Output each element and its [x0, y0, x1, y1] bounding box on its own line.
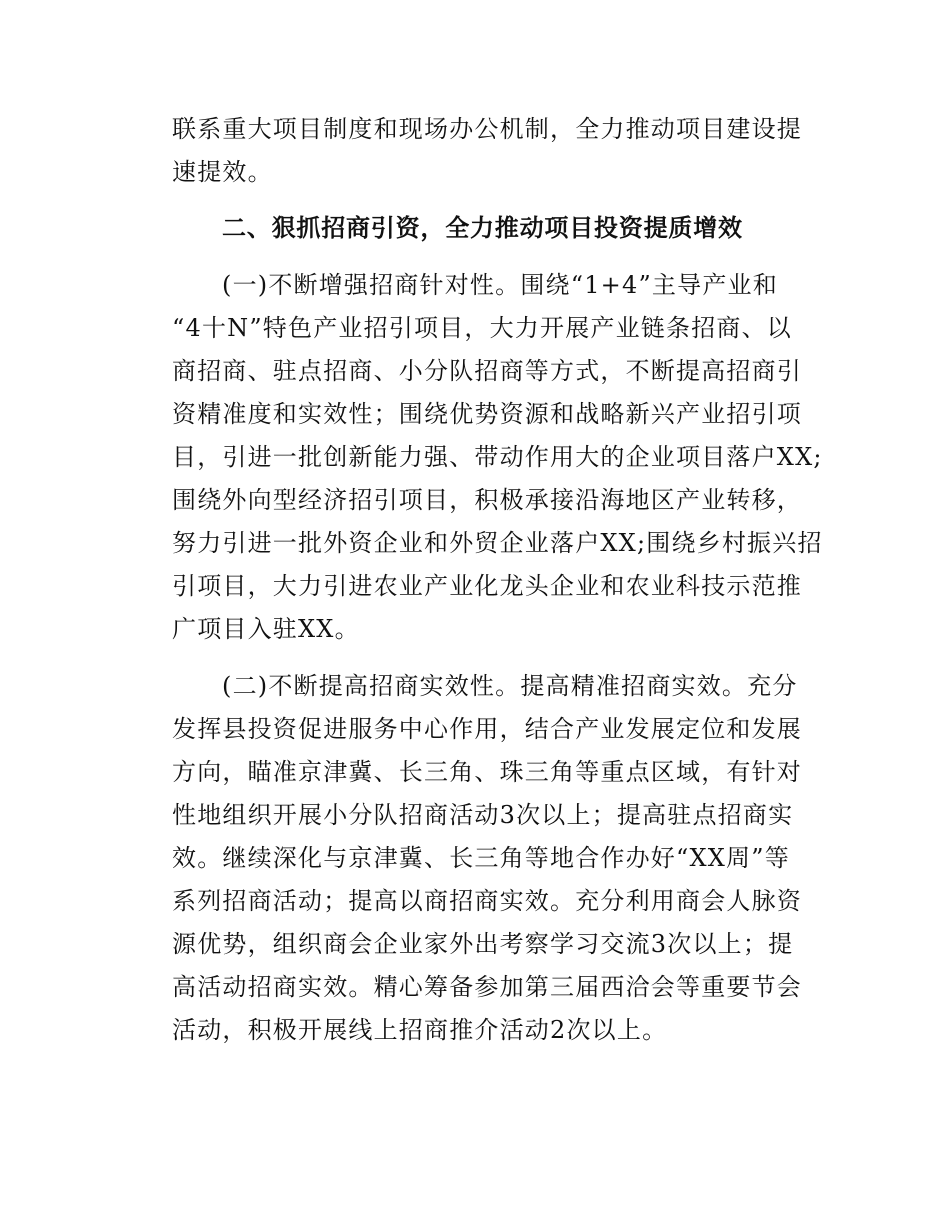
paragraph-2-line: (二)不断提高招商实效性。提高精准招商实效。充分 — [222, 672, 798, 700]
paragraph-2-line: 方向，瞄准京津冀、长三角、珠三角等重点区域，有针对 — [172, 758, 802, 786]
paragraph-1-line: “4十N”特色产业招引项目，大力开展产业链条招商、以 — [172, 314, 793, 342]
paragraph-1-line: (一)不断增强招商针对性。围绕“1+4”主导产业和 — [222, 271, 778, 299]
paragraph-1-line: 资精准度和实效性；围绕优势资源和战略新兴产业招引项 — [172, 400, 802, 428]
paragraph-2-line: 源优势，组织商会企业家外出考察学习交流3次以上；提 — [172, 930, 794, 958]
paragraph-2-line: 性地组织开展小分队招商活动3次以上；提高驻点招商实 — [172, 801, 794, 829]
paragraph-1-line: 商招商、驻点招商、小分队招商等方式，不断提高招商引 — [172, 357, 802, 385]
paragraph-1-line: 目，引进一批创新能力强、带动作用大的企业项目落户XX; — [172, 443, 823, 471]
paragraph-2-line: 发挥县投资促进服务中心作用，结合产业发展定位和发展 — [172, 715, 802, 743]
paragraph-2-line: 高活动招商实效。精心筹备参加第三届西洽会等重要节会 — [172, 973, 802, 1001]
section-heading: 二、狠抓招商引资，全力推动项目投资提质增效 — [222, 214, 743, 242]
paragraph-1-line: 广项目入驻XX。 — [172, 615, 360, 643]
paragraph-1-line: 努力引进一批外资企业和外贸企业落户XX;围绕乡村振兴招 — [172, 529, 823, 557]
paragraph-2-line: 系列招商活动；提高以商招商实效。充分利用商会人脉资 — [172, 887, 802, 915]
paragraph-1-line: 引项目，大力引进农业产业化龙头企业和农业科技示范推 — [172, 572, 802, 600]
paragraph-2-line: 活动，积极开展线上招商推介活动2次以上。 — [172, 1016, 668, 1044]
intro-line: 联系重大项目制度和现场办公机制，全力推动项目建设提 — [172, 115, 802, 143]
intro-line: 速提效。 — [172, 158, 273, 186]
paragraph-1-line: 围绕外向型经济招引项目，积极承接沿海地区产业转移， — [172, 486, 802, 514]
paragraph-2-line: 效。继续深化与京津冀、长三角等地合作办好“XX周”等 — [172, 844, 790, 872]
